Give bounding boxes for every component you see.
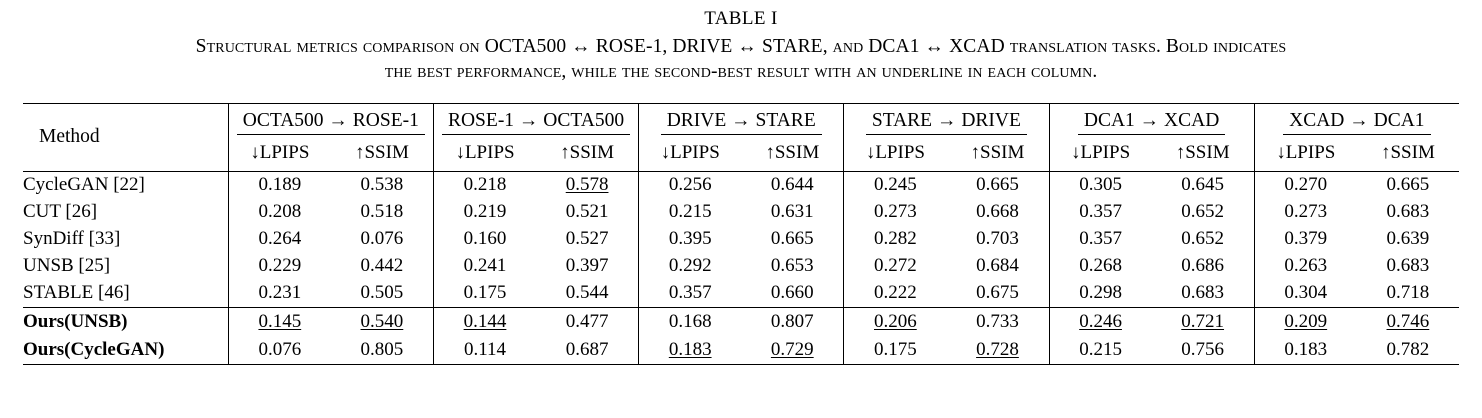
metric-cell: 0.395	[639, 226, 742, 253]
metric-cell: 0.263	[1254, 253, 1357, 280]
metric-cell: 0.114	[433, 336, 536, 365]
group-header-label: ROSE-1 → OCTA500	[442, 110, 630, 135]
sub-header-6-lpips: ↓LPIPS	[1254, 137, 1357, 172]
row-method-label: Ours(UNSB)	[23, 310, 128, 332]
sub-header-5-lpips: ↓LPIPS	[1049, 137, 1152, 172]
table-number: TABLE I	[704, 8, 778, 29]
table-rule	[23, 364, 1459, 365]
metric-cell: 0.644	[770, 174, 814, 196]
metric-cell: 0.379	[1254, 226, 1357, 253]
metric-cell: 0.683	[1181, 282, 1225, 304]
caption-line-2: the best performance, while the second-best result with an underline in each column.	[384, 61, 1098, 83]
metric-cell: 0.631	[770, 201, 814, 223]
metric-cell: 0.229	[228, 253, 331, 280]
metric-cell: 0.639	[1386, 228, 1430, 250]
metric-cell: 0.782	[1386, 338, 1430, 360]
metric-cell: 0.756	[1181, 338, 1225, 360]
group-header-4	[844, 104, 1049, 137]
metric-cell: 0.256	[639, 172, 742, 199]
sub-header-5-ssim: ↑SSIM	[1175, 141, 1230, 163]
sub-header-3-lpips: ↓LPIPS	[639, 137, 742, 172]
metric-cell: 0.273	[1254, 199, 1357, 226]
metric-cell: 0.305	[1049, 172, 1152, 199]
metric-cell: 0.222	[844, 280, 947, 308]
metric-cell: 0.208	[228, 199, 331, 226]
metric-cell: 0.728	[976, 338, 1019, 360]
row-method-label: CUT [26]	[23, 201, 98, 223]
metric-cell: 0.175	[844, 336, 947, 365]
metric-cell: 0.518	[360, 201, 404, 223]
metric-cell: 0.160	[433, 226, 536, 253]
sub-header-1-lpips: ↓LPIPS	[228, 137, 331, 172]
metric-cell: 0.076	[360, 228, 404, 250]
sub-header-2-ssim: ↑SSIM	[560, 141, 615, 163]
sub-header-6-ssim: ↑SSIM	[1380, 141, 1435, 163]
metric-cell: 0.144	[433, 308, 536, 336]
metric-cell: 0.805	[360, 338, 404, 360]
metric-cell: 0.209	[1254, 308, 1357, 336]
table-row	[23, 172, 1459, 199]
metric-cell: 0.665	[1386, 174, 1430, 196]
table-row	[23, 199, 1459, 226]
metric-cell: 0.665	[770, 228, 814, 250]
row-method-label: STABLE [46]	[23, 282, 130, 304]
metric-cell: 0.218	[433, 172, 536, 199]
metric-cell: 0.183	[639, 336, 742, 365]
metric-cell: 0.686	[1181, 255, 1225, 277]
group-header-label: STARE → DRIVE	[866, 110, 1027, 135]
metric-cell: 0.645	[1181, 174, 1225, 196]
metric-cell: 0.219	[433, 199, 536, 226]
group-header-3	[639, 104, 844, 137]
metric-cell: 0.206	[844, 308, 947, 336]
metric-cell: 0.527	[565, 228, 609, 250]
metric-cell: 0.718	[1386, 282, 1430, 304]
metric-cell: 0.477	[565, 310, 609, 332]
metric-cell: 0.145	[228, 308, 331, 336]
table-row-ours	[23, 336, 1459, 365]
group-header-label: DCA1 → XCAD	[1078, 110, 1225, 135]
sub-header-4-ssim: ↑SSIM	[970, 141, 1025, 163]
metric-cell: 0.544	[565, 282, 609, 304]
metric-cell: 0.357	[1049, 226, 1152, 253]
metric-cell: 0.272	[844, 253, 947, 280]
group-header-row	[23, 104, 1459, 137]
metric-cell: 0.729	[770, 338, 814, 360]
group-header-6	[1254, 104, 1459, 137]
metric-cell: 0.683	[1386, 255, 1430, 277]
table-rule-cell	[23, 364, 1459, 365]
metric-cell: 0.241	[433, 253, 536, 280]
metric-cell: 0.540	[360, 310, 404, 332]
metric-cell: 0.175	[433, 280, 536, 308]
metric-cell: 0.505	[360, 282, 404, 304]
group-header-5	[1049, 104, 1254, 137]
row-method-label: CycleGAN [22]	[23, 174, 145, 196]
metric-cell: 0.215	[639, 199, 742, 226]
metric-cell: 0.684	[976, 255, 1019, 277]
sub-header-4-lpips: ↓LPIPS	[844, 137, 947, 172]
metric-cell: 0.665	[976, 174, 1019, 196]
row-method-label: Ours(CycleGAN)	[23, 338, 165, 360]
metric-cell: 0.442	[360, 255, 404, 277]
metric-cell: 0.521	[565, 201, 609, 223]
metric-cell: 0.538	[360, 174, 404, 196]
metric-cell: 0.304	[1254, 280, 1357, 308]
metric-cell: 0.231	[228, 280, 331, 308]
column-header-method: Method	[39, 126, 100, 148]
metric-cell: 0.687	[565, 338, 609, 360]
metric-cell: 0.653	[770, 255, 814, 277]
sub-header-3-ssim: ↑SSIM	[765, 141, 820, 163]
metric-cell: 0.264	[228, 226, 331, 253]
metric-cell: 0.733	[976, 310, 1019, 332]
metric-cell: 0.215	[1049, 336, 1152, 365]
metric-cell: 0.076	[228, 336, 331, 365]
table-row	[23, 253, 1459, 280]
metric-cell: 0.273	[844, 199, 947, 226]
metric-cell: 0.282	[844, 226, 947, 253]
row-method-label: SynDiff [33]	[23, 228, 121, 250]
metric-cell: 0.245	[844, 172, 947, 199]
group-header-1	[228, 104, 433, 137]
metric-cell: 0.397	[565, 255, 609, 277]
metric-cell: 0.246	[1049, 308, 1152, 336]
metric-cell: 0.652	[1181, 201, 1225, 223]
metric-cell: 0.703	[976, 228, 1019, 250]
sub-header-1-ssim: ↑SSIM	[354, 141, 409, 163]
metrics-table	[23, 103, 1459, 365]
metric-cell: 0.652	[1181, 228, 1225, 250]
group-header-2	[433, 104, 638, 137]
group-header-label: XCAD → DCA1	[1283, 110, 1430, 135]
metric-cell: 0.270	[1254, 172, 1357, 199]
metric-cell: 0.183	[1254, 336, 1357, 365]
metric-cell: 0.721	[1181, 310, 1225, 332]
metric-cell: 0.683	[1386, 201, 1430, 223]
metric-cell: 0.357	[639, 280, 742, 308]
table-caption	[0, 34, 1482, 85]
sub-header-2-lpips: ↓LPIPS	[433, 137, 536, 172]
metric-cell: 0.292	[639, 253, 742, 280]
metric-cell: 0.675	[976, 282, 1019, 304]
row-method-label: UNSB [25]	[23, 255, 111, 277]
group-header-label: DRIVE → STARE	[661, 110, 822, 135]
metric-cell: 0.660	[770, 282, 814, 304]
sub-header-row	[23, 137, 1459, 172]
metric-cell: 0.268	[1049, 253, 1152, 280]
table-row	[23, 226, 1459, 253]
caption-line-1: Structural metrics comparison on OCTA500 ↔ ROSE-1, DRIVE ↔ STARE, and DCA1 ↔ XCAD translation tasks. Bold indicates	[195, 36, 1287, 57]
metric-cell: 0.807	[770, 310, 814, 332]
metric-cell: 0.746	[1386, 310, 1430, 332]
metric-cell: 0.189	[228, 172, 331, 199]
metric-cell: 0.578	[565, 174, 609, 196]
table-row	[23, 280, 1459, 308]
table-row-ours	[23, 308, 1459, 336]
metric-cell: 0.357	[1049, 199, 1152, 226]
group-header-label: OCTA500 → ROSE-1	[237, 110, 425, 135]
metric-cell: 0.668	[976, 201, 1019, 223]
metric-cell: 0.298	[1049, 280, 1152, 308]
metric-cell: 0.168	[639, 308, 742, 336]
